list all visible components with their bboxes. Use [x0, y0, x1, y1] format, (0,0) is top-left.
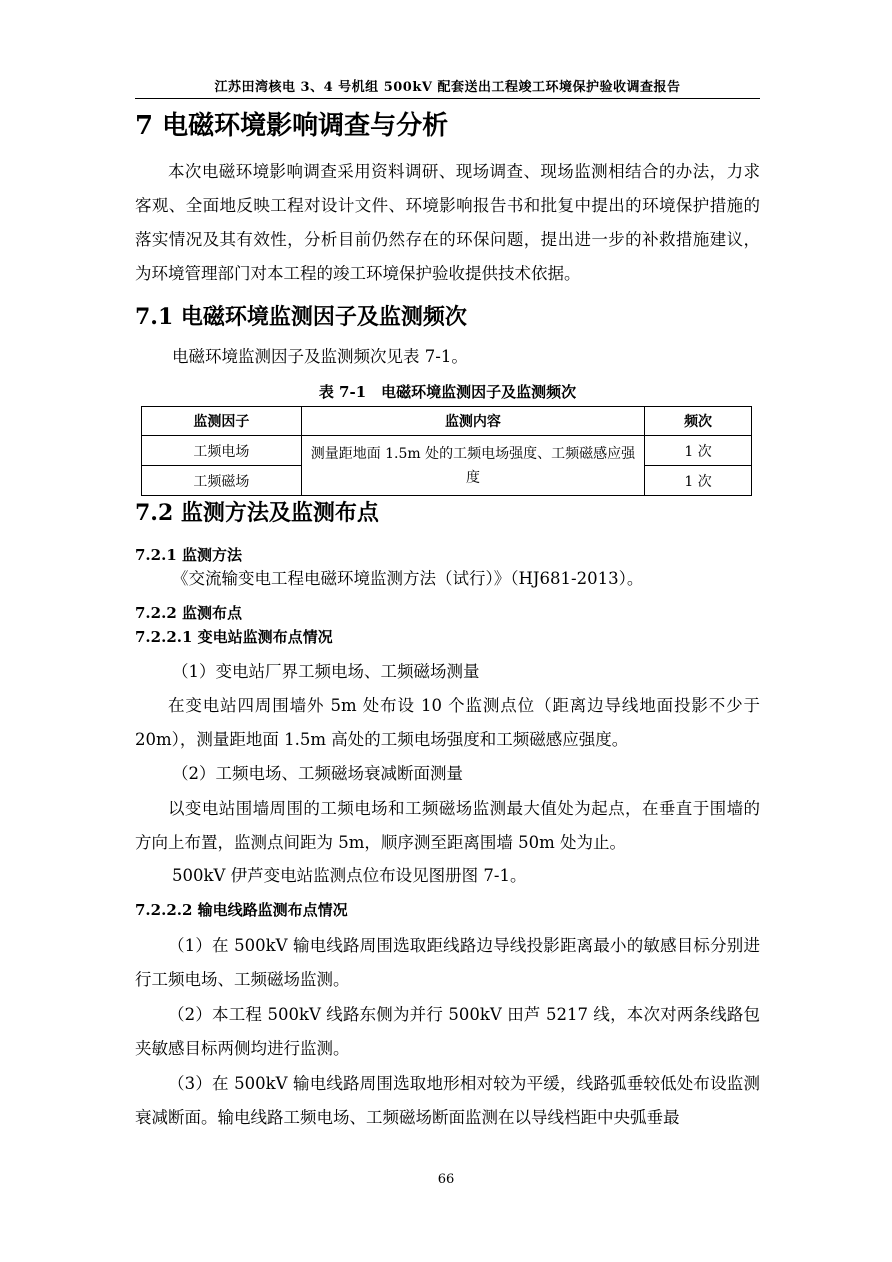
substation-paragraph-2: 以变电站围墙周围的工频电场和工频磁场监测最大值处为起点，在垂直于围墙的方向上布置，监测点间距为 5m，顺序测至距离围墙 50m 处为止。 [135, 799, 760, 852]
substation-paragraph-1: 在变电站四周围墙外 5m 处布设 10 个监测点位（距离边导线地面投影不少于 20m），测量距地面 1.5m 高处的工频电场强度和工频磁感应强度。 [135, 696, 760, 749]
table-row [142, 436, 752, 466]
substation-item-2: （2）工频电场、工频磁场衰减断面测量 [172, 764, 463, 783]
section-7-2-1-text: 《交流输变电工程电磁环境监测方法（试行）》（HJ681-2013）。 [172, 569, 644, 588]
section-7-1-text: 电磁环境监测因子及监测频次见表 7-1。 [172, 347, 468, 366]
substation-paragraph-3: 500kV 伊芦变电站监测点位布设见图册图 7-1。 [172, 866, 527, 885]
chapter-title: 7 电磁环境影响调查与分析 [135, 111, 449, 141]
section-7-2-2-1-title: 7.2.2.1 变电站监测布点情况 [135, 628, 333, 646]
table-cell-factor: 工频电场 [142, 436, 302, 466]
document-header: 江苏田湾核电 3、4 号机组 500kV 配套送出工程竣工环境保护验收调查报告 [214, 80, 681, 95]
section-7-2-title: 7.2 监测方法及监测布点 [135, 500, 379, 526]
table-cell-frequency: 1 次 [645, 436, 752, 466]
table-header-cell: 频次 [645, 407, 752, 436]
substation-item-1: （1）变电站厂界工频电场、工频磁场测量 [172, 662, 480, 681]
section-7-2-2-2-title: 7.2.2.2 输电线路监测布点情况 [135, 901, 348, 919]
chapter-intro-paragraph: 本次电磁环境影响调查采用资料调研、现场调查、现场监测相结合的办法，力求客观、全面地反映工程对设计文件、环境影响报告书和批复中提出的环境保护措施的落实情况及其有效性，分析目前仍然存在的环保问题，提出进一步的补救措施建议，为环境管理部门对本工程的竣工环境保护验收提供技术依据。 [135, 162, 760, 283]
line-paragraph-3: （3）在 500kV 输电线路周围选取地形相对较为平缓，线路弧垂较低处布设监测衰减断面。输电线路工频电场、工频磁场断面监测在以导线档距中央弧垂最 [135, 1074, 760, 1127]
table-header-cell: 监测因子 [142, 407, 302, 436]
section-7-2-2-title: 7.2.2 监测布点 [135, 604, 242, 622]
table-cell-content: 测量距地面 1.5m 处的工频电场强度、工频磁感应强度 [301, 436, 644, 496]
table-cell-factor: 工频磁场 [142, 466, 302, 496]
table-header-row [142, 407, 752, 436]
section-7-1-title: 7.1 电磁环境监测因子及监测频次 [135, 304, 467, 330]
monitoring-table [141, 406, 752, 496]
header-divider [135, 98, 760, 99]
page-number: 66 [437, 1172, 455, 1187]
line-paragraph-1: （1）在 500kV 输电线路周围选取距线路边导线投影距离最小的敏感目标分别进行工频电场、工频磁场监测。 [135, 936, 760, 989]
table-header-cell: 监测内容 [301, 407, 644, 436]
section-7-2-1-title: 7.2.1 监测方法 [135, 546, 242, 564]
table-caption: 表 7-1 电磁环境监测因子及监测频次 [318, 383, 577, 401]
line-paragraph-2: （2）本工程 500kV 线路东侧为并行 500kV 田芦 5217 线，本次对两条线路包夹敏感目标两侧均进行监测。 [135, 1005, 760, 1058]
table-cell-frequency: 1 次 [645, 466, 752, 496]
